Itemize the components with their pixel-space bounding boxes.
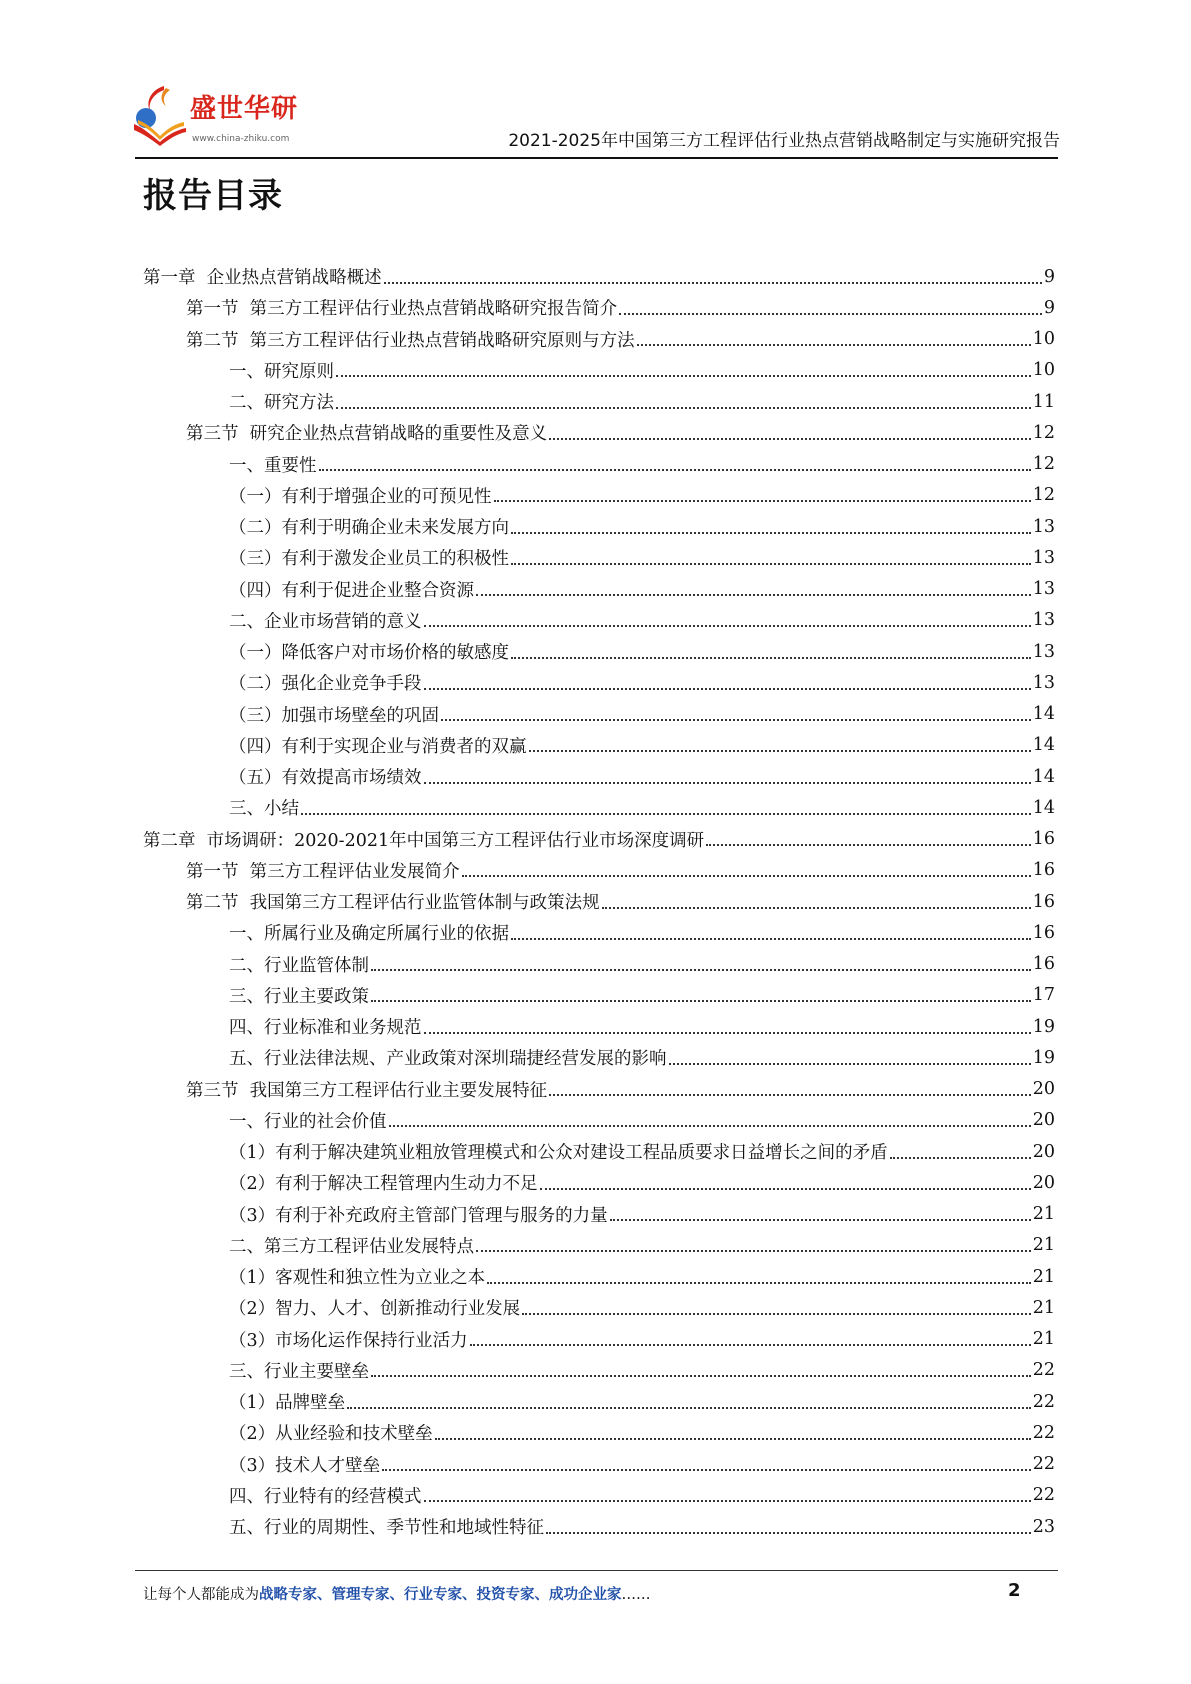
toc-dot-leader — [371, 959, 1031, 971]
toc-entry[interactable] — [143, 824, 1055, 855]
toc-entry-page: 17 — [1032, 985, 1055, 1006]
page-header — [130, 72, 1060, 158]
toc-dot-leader — [511, 522, 1031, 534]
toc-entry-title: （2）智力、人才、创新推动行业发展 — [229, 1299, 521, 1320]
toc-entry-page: 20 — [1032, 1172, 1055, 1193]
toc-dot-leader — [549, 428, 1031, 440]
toc-entry[interactable] — [143, 949, 1055, 980]
toc-entry[interactable] — [143, 855, 1055, 886]
toc-entry-page: 16 — [1032, 860, 1055, 881]
toc-entry-title: （一）有利于增强企业的可预见性 — [229, 486, 492, 507]
toc-dot-leader — [549, 1084, 1031, 1096]
toc-entry-title: 三、小结 — [229, 799, 299, 820]
toc-entry-title: （1）客观性和独立性为立业之本 — [229, 1268, 486, 1289]
toc-dot-leader — [441, 709, 1031, 721]
toc-entry-title: （三）有利于激发企业员工的积极性 — [229, 549, 509, 570]
toc-entry-page: 21 — [1032, 1329, 1055, 1350]
toc-entry[interactable] — [143, 761, 1055, 792]
toc-dot-leader — [669, 1053, 1031, 1065]
toc-dot-leader — [511, 553, 1031, 565]
toc-entry[interactable] — [143, 1167, 1055, 1198]
toc-entry[interactable] — [143, 449, 1055, 480]
toc-entry[interactable] — [143, 667, 1055, 698]
toc-entry[interactable] — [143, 1449, 1055, 1480]
toc-dot-leader — [319, 459, 1031, 471]
toc-dot-leader — [476, 584, 1031, 596]
toc-dot-leader — [336, 397, 1031, 409]
toc-entry[interactable] — [143, 886, 1055, 917]
toc-entry[interactable] — [143, 1324, 1055, 1355]
toc-dot-leader — [371, 990, 1031, 1002]
toc-entry-page: 22 — [1032, 1391, 1055, 1412]
toc-dot-leader — [522, 1303, 1031, 1315]
toc-entry[interactable] — [143, 355, 1055, 386]
toc-entry[interactable] — [143, 1105, 1055, 1136]
toc-entry[interactable] — [143, 730, 1055, 761]
toc-entry[interactable] — [143, 1011, 1055, 1042]
toc-dot-leader — [529, 740, 1031, 752]
toc-entry-page: 22 — [1032, 1485, 1055, 1506]
toc-entry[interactable] — [143, 417, 1055, 448]
toc-entry-page: 14 — [1032, 766, 1055, 787]
toc-entry-title: 二、企业市场营销的意义 — [229, 611, 422, 632]
toc-entry[interactable] — [143, 1355, 1055, 1386]
toc-entry-title: （3）市场化运作保持行业活力 — [229, 1330, 468, 1351]
toc-dot-leader — [511, 647, 1031, 659]
toc-entry[interactable] — [143, 1386, 1055, 1417]
toc-dot-leader — [424, 1022, 1031, 1034]
toc-entry-page: 21 — [1032, 1235, 1055, 1256]
toc-dot-leader — [371, 1365, 1031, 1377]
toc-entry-page: 20 — [1032, 1079, 1055, 1100]
toc-entry[interactable] — [143, 1199, 1055, 1230]
toc-entry-title: 第二节 我国第三方工程评估行业监管体制与政策法规 — [186, 893, 600, 914]
toc-entry[interactable] — [143, 792, 1055, 823]
page-number: 2 — [1008, 1580, 1021, 1601]
toc-entry[interactable] — [143, 1261, 1055, 1292]
toc-entry-page: 13 — [1032, 610, 1055, 631]
toc-entry-page: 14 — [1032, 797, 1055, 818]
toc-dot-leader — [389, 1115, 1031, 1127]
table-of-contents — [143, 261, 1055, 1542]
toc-entry-title: （3）技术人才壁垒 — [229, 1455, 381, 1476]
brand-url: www.china-zhiku.com — [192, 134, 290, 144]
toc-entry[interactable] — [143, 1417, 1055, 1448]
toc-entry[interactable] — [143, 636, 1055, 667]
header-divider — [135, 157, 1058, 159]
toc-entry-title: 四、行业标准和业务规范 — [229, 1018, 422, 1039]
toc-entry-page: 16 — [1032, 891, 1055, 912]
brand-logo — [130, 84, 430, 154]
toc-entry-page: 23 — [1032, 1516, 1055, 1537]
toc-entry-title: 三、行业主要壁垒 — [229, 1361, 369, 1382]
toc-entry-page: 16 — [1032, 954, 1055, 975]
toc-entry-page: 12 — [1032, 454, 1055, 475]
toc-entry-title: 三、行业主要政策 — [229, 986, 369, 1007]
toc-dot-leader — [424, 1490, 1031, 1502]
toc-dot-leader — [610, 1209, 1031, 1221]
book-logo-icon — [130, 84, 190, 146]
toc-entry-title: 四、行业特有的经营模式 — [229, 1486, 422, 1507]
toc-entry-title: 第一节 第三方工程评估业发展简介 — [186, 861, 460, 882]
toc-dot-leader — [540, 1178, 1031, 1190]
toc-dot-leader — [546, 1522, 1031, 1534]
toc-entry[interactable] — [143, 1230, 1055, 1261]
toc-dot-leader — [336, 365, 1031, 377]
toc-entry-page: 21 — [1032, 1204, 1055, 1225]
toc-entry[interactable] — [143, 917, 1055, 948]
toc-entry-title: （二）强化企业竞争手段 — [229, 674, 422, 695]
toc-entry-page: 13 — [1032, 516, 1055, 537]
toc-dot-leader — [619, 303, 1042, 315]
brand-name: 盛世华研 — [190, 94, 299, 124]
toc-entry[interactable] — [143, 542, 1055, 573]
toc-entry[interactable] — [143, 292, 1055, 323]
toc-dot-leader — [511, 928, 1031, 940]
toc-entry-page: 16 — [1032, 829, 1055, 850]
toc-entry[interactable] — [143, 699, 1055, 730]
toc-entry[interactable] — [143, 1042, 1055, 1073]
toc-entry-page: 14 — [1032, 735, 1055, 756]
toc-entry[interactable] — [143, 980, 1055, 1011]
toc-entry-title: （三）加强市场壁垒的巩固 — [229, 705, 439, 726]
toc-entry-title: 第三节 研究企业热点营销战略的重要性及意义 — [186, 424, 548, 445]
toc-entry-title: 第二章 市场调研：2020-2021年中国第三方工程评估行业市场深度调研 — [143, 830, 705, 851]
toc-dot-leader — [637, 334, 1031, 346]
toc-dot-leader — [301, 803, 1031, 815]
toc-entry-title: 第三节 我国第三方工程评估行业主要发展特征 — [186, 1080, 548, 1101]
toc-dot-leader — [494, 490, 1031, 502]
toc-entry-page: 16 — [1032, 922, 1055, 943]
toc-entry-title: 二、研究方法 — [229, 393, 334, 414]
toc-entry-page: 21 — [1032, 1266, 1055, 1287]
toc-entry-page: 13 — [1032, 672, 1055, 693]
toc-entry[interactable] — [143, 574, 1055, 605]
toc-entry-title: 五、行业法律法规、产业政策对深圳瑞捷经营发展的影响 — [229, 1049, 667, 1070]
toc-entry[interactable] — [143, 1136, 1055, 1167]
toc-entry[interactable] — [143, 324, 1055, 355]
toc-dot-leader — [424, 772, 1031, 784]
toc-entry[interactable] — [143, 1480, 1055, 1511]
toc-entry[interactable] — [143, 1292, 1055, 1323]
toc-dot-leader — [602, 897, 1031, 909]
toc-entry-page: 22 — [1032, 1454, 1055, 1475]
toc-entry-title: （二）有利于明确企业未来发展方向 — [229, 518, 509, 539]
toc-entry[interactable] — [143, 511, 1055, 542]
toc-entry-page: 20 — [1032, 1141, 1055, 1162]
document-title: 2021-2025年中国第三方工程评估行业热点营销战略制定与实施研究报告 — [508, 131, 1060, 151]
footer-divider — [135, 1570, 1058, 1571]
toc-entry[interactable] — [143, 605, 1055, 636]
toc-entry-page: 13 — [1032, 579, 1055, 600]
toc-dot-leader — [706, 834, 1031, 846]
footer-suffix: …… — [621, 1587, 651, 1603]
toc-entry-page: 13 — [1032, 547, 1055, 568]
toc-entry-page: 21 — [1032, 1297, 1055, 1318]
footer-highlight: 战略专家、管理专家、行业专家、投资专家、成功企业家 — [259, 1586, 622, 1603]
footer-slogan — [143, 1583, 651, 1604]
toc-entry-page: 22 — [1032, 1422, 1055, 1443]
toc-dot-leader — [347, 1397, 1031, 1409]
toc-entry-title: 二、行业监管体制 — [229, 955, 369, 976]
toc-dot-leader — [476, 1240, 1031, 1252]
toc-entry-title: （四）有利于促进企业整合资源 — [229, 580, 474, 601]
toc-entry-page: 9 — [1043, 266, 1055, 287]
toc-entry-title: （五）有效提高市场绩效 — [229, 768, 422, 789]
toc-entry-page: 12 — [1032, 485, 1055, 506]
toc-entry-title: （2）从业经验和技术壁垒 — [229, 1424, 433, 1445]
toc-entry-title: （1）品牌壁垒 — [229, 1393, 346, 1414]
toc-entry-title: （一）降低客户对市场价格的敏感度 — [229, 643, 509, 664]
toc-entry-title: （四）有利于实现企业与消费者的双赢 — [229, 736, 527, 757]
toc-entry-page: 13 — [1032, 641, 1055, 662]
toc-entry-page: 10 — [1032, 360, 1055, 381]
toc-entry-title: （1）有利于解决建筑业粗放管理模式和公众对建设工程品质要求日益增长之间的矛盾 — [229, 1143, 888, 1164]
toc-entry-page: 12 — [1032, 422, 1055, 443]
toc-entry[interactable] — [143, 480, 1055, 511]
toc-entry-title: 一、重要性 — [229, 455, 317, 476]
toc-entry[interactable] — [143, 1074, 1055, 1105]
toc-entry-page: 19 — [1032, 1047, 1055, 1068]
toc-entry-title: （2）有利于解决工程管理内生动力不足 — [229, 1174, 538, 1195]
toc-entry-title: 一、所属行业及确定所属行业的依据 — [229, 924, 509, 945]
toc-entry-title: （3）有利于补充政府主管部门管理与服务的力量 — [229, 1205, 608, 1226]
toc-dot-leader — [424, 678, 1031, 690]
toc-entry-page: 10 — [1032, 329, 1055, 350]
toc-entry-title: 二、第三方工程评估业发展特点 — [229, 1236, 474, 1257]
toc-dot-leader — [424, 615, 1031, 627]
toc-entry[interactable] — [143, 261, 1055, 292]
toc-entry-page: 14 — [1032, 704, 1055, 725]
toc-entry-page: 22 — [1032, 1360, 1055, 1381]
toc-entry-title: 五、行业的周期性、季节性和地域性特征 — [229, 1518, 544, 1539]
toc-dot-leader — [435, 1428, 1031, 1440]
toc-entry-page: 11 — [1032, 391, 1055, 412]
toc-dot-leader — [382, 1459, 1031, 1471]
footer-prefix: 让每个人都能成为 — [143, 1587, 259, 1603]
toc-entry-title: 一、研究原则 — [229, 361, 334, 382]
toc-entry[interactable] — [143, 1511, 1055, 1542]
toc-entry-title: 第一章 企业热点营销战略概述 — [143, 268, 382, 289]
toc-dot-leader — [384, 272, 1042, 284]
toc-entry-page: 9 — [1043, 297, 1055, 318]
toc-dot-leader — [462, 865, 1031, 877]
toc-entry-title: 第一节 第三方工程评估行业热点营销战略研究报告简介 — [186, 299, 618, 320]
page-title: 报告目录 — [143, 176, 283, 216]
toc-entry-title: 第二节 第三方工程评估行业热点营销战略研究原则与方法 — [186, 330, 635, 351]
toc-entry-page: 20 — [1032, 1110, 1055, 1131]
toc-dot-leader — [487, 1272, 1031, 1284]
toc-entry-page: 19 — [1032, 1016, 1055, 1037]
toc-dot-leader — [470, 1334, 1031, 1346]
toc-dot-leader — [890, 1147, 1031, 1159]
toc-entry-title: 一、行业的社会价值 — [229, 1111, 387, 1132]
toc-entry[interactable] — [143, 386, 1055, 417]
